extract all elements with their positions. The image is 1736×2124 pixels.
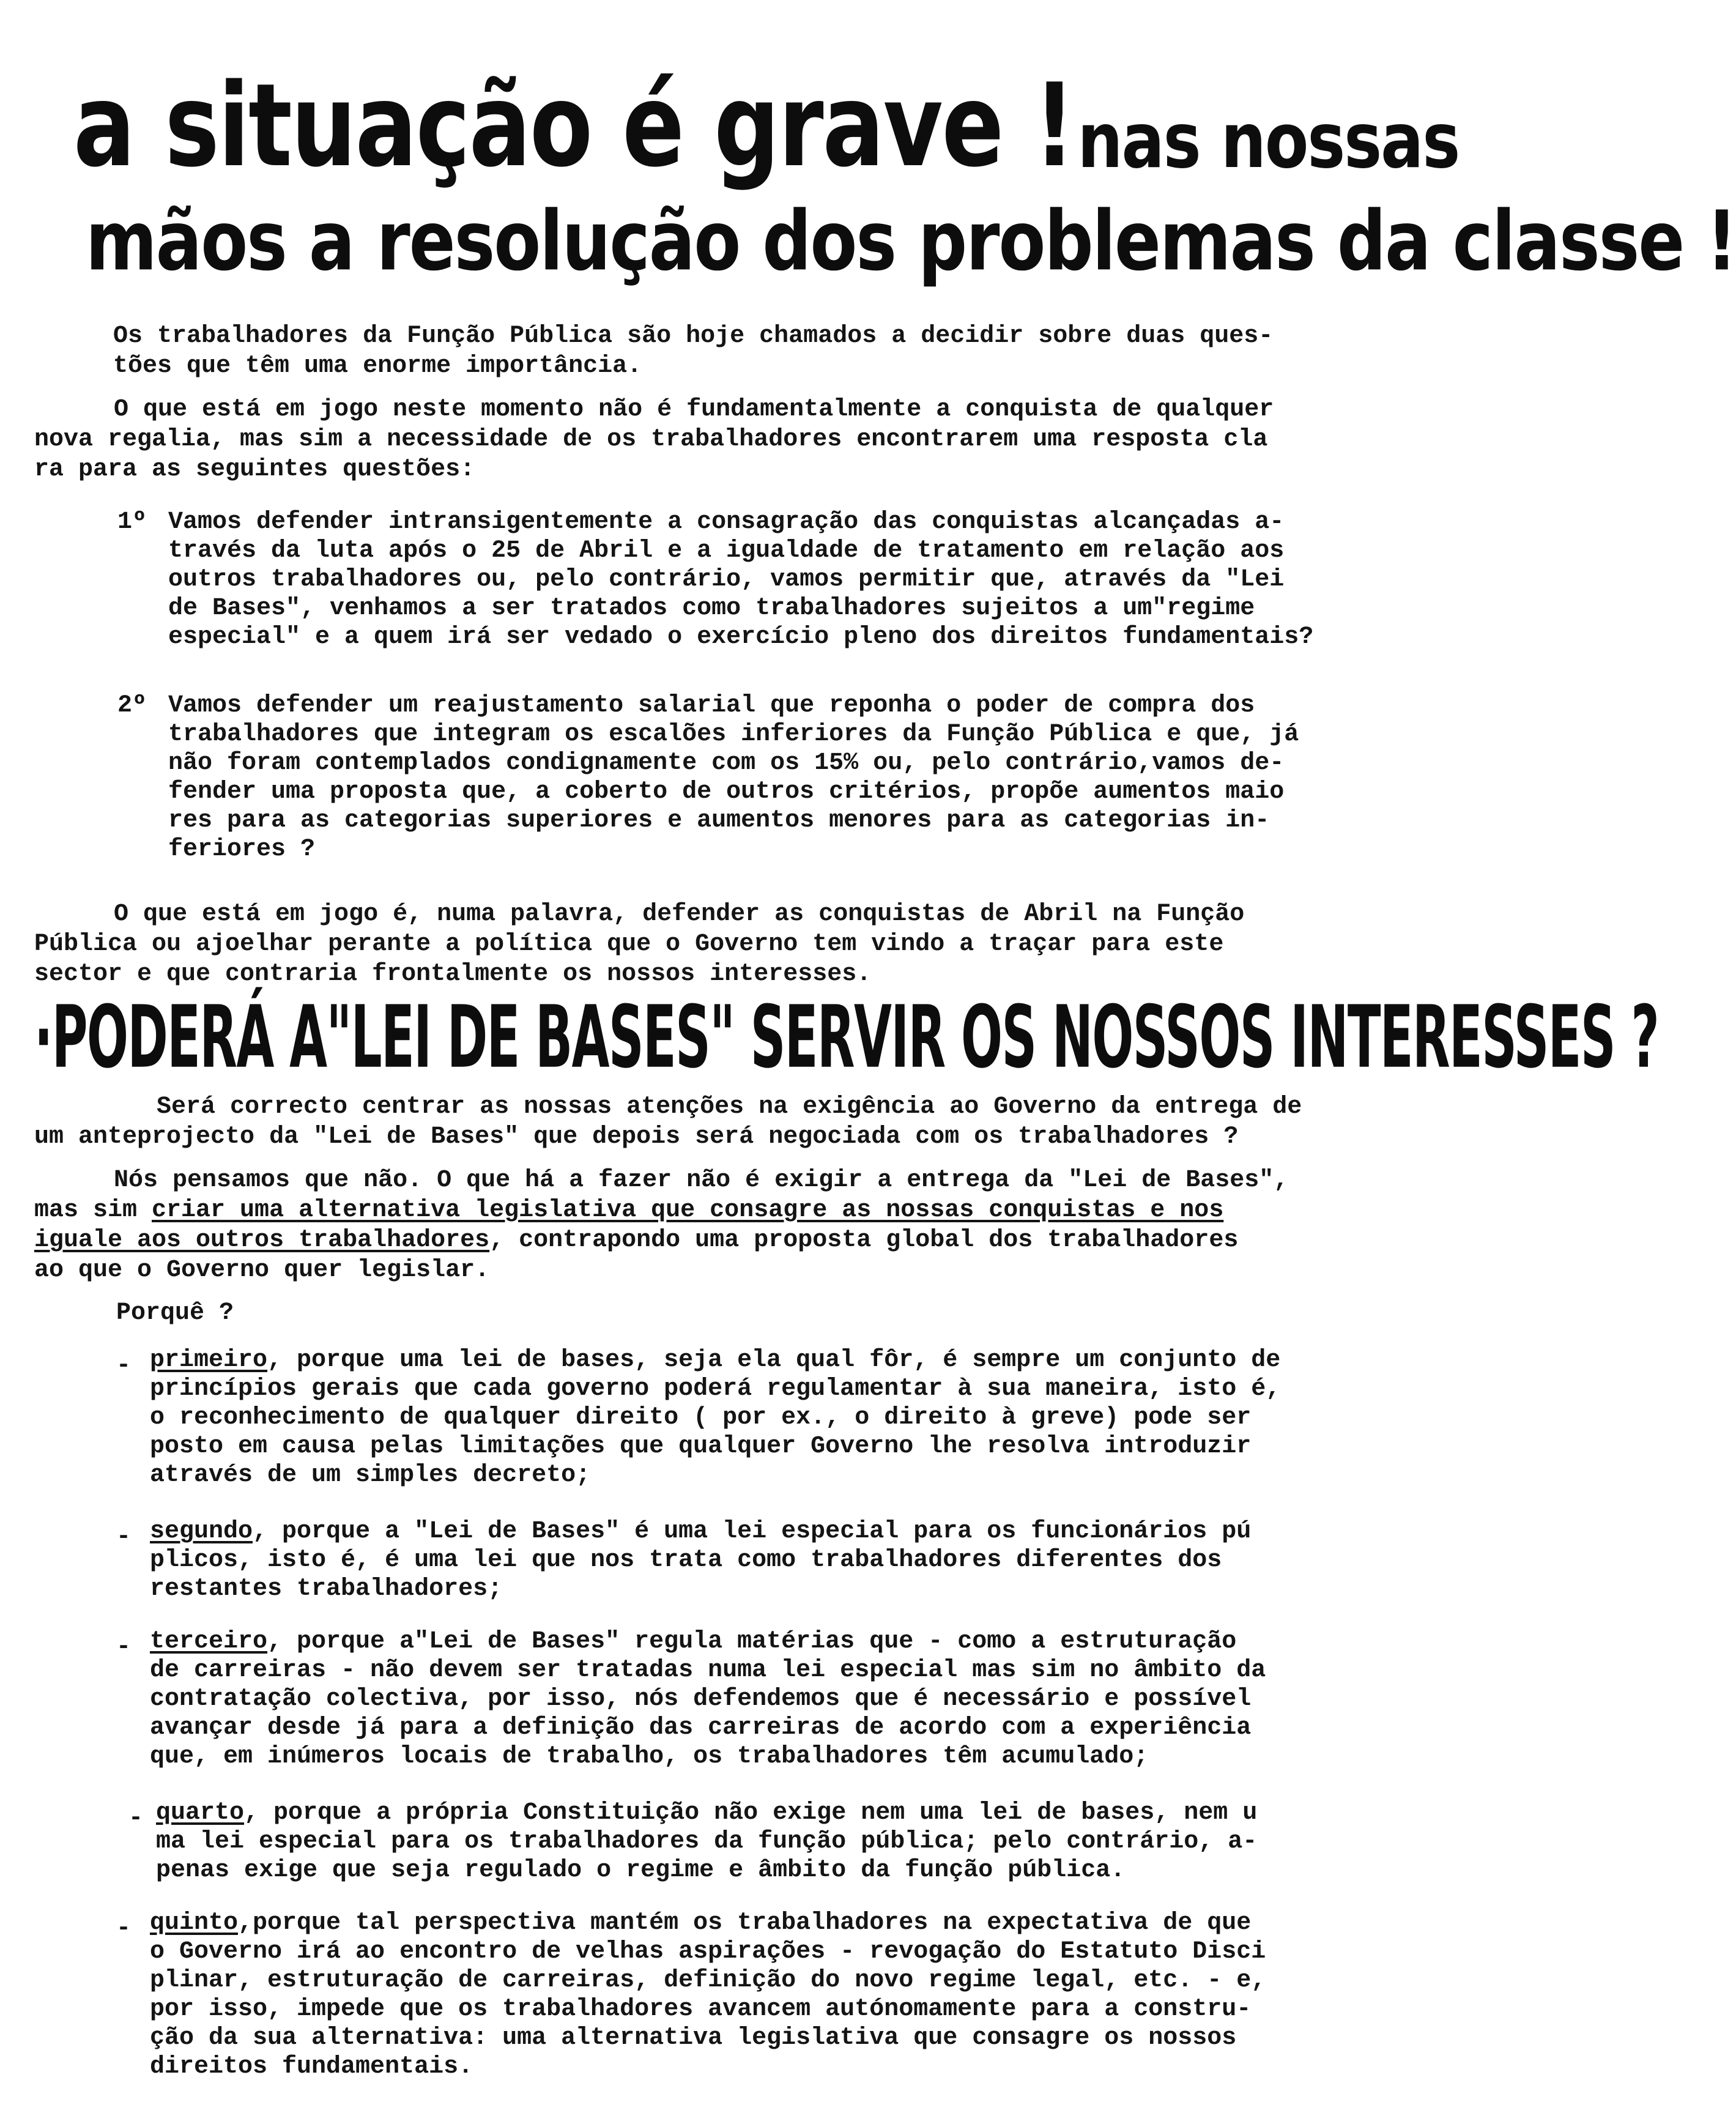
headline-line-2-text: mãos a resolução dos problemas da classe ! [86,193,1736,289]
reason-2-text: , porque a "Lei de Bases" é uma lei especial para os funcionários pú plicos, isto é, é uma lei que nos trata como trabalhadores diferentes dos restantes trabalhadores; [150,1518,1252,1603]
reason-5-key: quinto [150,1909,239,1937]
why-label: Porquê ? [116,1299,234,1327]
intro-paragraph-2 [34,395,1435,485]
headline-suffix: nas nossas [1077,95,1460,185]
reason-2-dash: - [116,1523,132,1551]
reason-3-dash: - [116,1633,132,1661]
question-2-text: Vamos defender um reajustamento salarial que reponha o poder de compra dos trabalhadores que integram os escalões inferiores da Função Pública e que, já não foram contemplados condignamente com os 15% ou, pelo contrário,vamos de- fender uma proposta que, a coberto de outros critérios, propõe aumentos maio res para as categorias superiores e aumentos menores para as categorias in- feriores ? [168,692,1299,863]
section-paragraph-1 [34,1092,1435,1152]
reason-3-key: terceiro [150,1628,268,1655]
section-paragraph-1-text: Será correcto centrar as nossas atenções na exigência ao Governo da entrega de um anteprojecto da "Lei de Bases" que depois será negociada com os trabalhadores ? [34,1093,1302,1151]
headline-line-2 [86,193,1736,289]
section-paragraph-2-a: Nós pensamos que não. O que há a fazer não é exigir a entrega da "Lei de Bases", mas sim [34,1167,1289,1224]
headline-line-1 [73,59,1460,193]
reason-2 [150,1517,1441,1603]
reason-5 [150,1909,1441,2081]
section-title: ·PODERÁ A"LEI DE BASES" SERVIR OS NOSSOS INTERESSES ? [34,988,1659,1088]
reason-5-text: ,porque tal perspectiva mantém os trabalhadores na expectativa de que o Governo irá ao encontro de velhas aspirações - revogação do Estatuto Disci plinar, estruturação de carreiras, definição do novo regime legal, etc. - e, por isso, impede que os trabalhadores avancem autónomamente para a constru- ção da sua alternativa: uma alternativa legislativa que consagre os nossos direitos fundamentais. [150,1909,1266,2081]
reason-3-text: , porque a"Lei de Bases" regula matérias que - como a estruturação de carreiras - não devem ser tratadas numa lei especial mas sim no âmbito da contratação colectiva, por isso, nós defendemos que é necessário e possível avançar desde já para a definição das carreiras de acordo com a experiência que, em inúmeros locais de trabalho, os trabalhadores têm acumulado; [150,1628,1266,1770]
section-paragraph-2-b: , contrapondo uma proposta global dos trabalhadores ao que o Governo quer legislar. [34,1227,1239,1284]
reason-4-dash: - [128,1805,144,1832]
closing-paragraph [34,899,1435,989]
reason-4 [156,1799,1441,1885]
reason-3 [150,1627,1441,1771]
question-1-text: Vamos defender intransigentemente a consagração das conquistas alcançadas a- través da luta após o 25 de Abril e a igualdade de tratamento em relação aos outros trabalhadores ou, pelo contrário, vamos permitir que, através da "Lei de Bases", venhamos a ser tratados como trabalhadores sujeitos a um"regime especial" e a quem irá ser vedado o exercício pleno dos direitos fundamentais? [168,508,1314,651]
reason-4-key: quarto [156,1799,245,1827]
reason-1-key: primeiro [150,1346,268,1374]
reason-1-text: , porque uma lei de bases, seja ela qual fôr, é sempre um conjunto de princípios gerais que cada governo poderá regulamentar à sua maneira, isto é, o reconhecimento de qualquer direito ( por ex., o direito à greve) pode ser posto em causa pelas limitações que qualquer Governo lhe resolva introduzir através de um simples decreto; [150,1346,1281,1489]
intro-paragraph-2-text: O que está em jogo neste momento não é fundamentalmente a conquista de qualquer nova regalia, mas sim a necessidade de os trabalhadores encontrarem uma resposta cla ra para as seguintes questões: [34,396,1274,483]
question-1-number: 1º [117,508,147,536]
reason-5-dash: - [116,1915,132,1942]
intro-paragraph-1: Os trabalhadores da Função Pública são hoje chamados a decidir sobre duas ques- tões que têm uma enorme importância. [113,322,1274,380]
closing-paragraph-text: O que está em jogo é, numa palavra, defender as conquistas de Abril na Função Pública ou ajoelhar perante a política que o Governo tem vindo a traçar para este sector e que contraria frontalmente os nossos interesses. [34,900,1245,988]
section-paragraph-2 [34,1165,1435,1285]
headline-main: a situação é grave ! [73,59,1074,193]
question-2-number: 2º [117,692,147,719]
reason-4-text: , porque a própria Constituição não exige nem uma lei de bases, nem u ma lei especial para os trabalhadores da função pública; pelo contrário, a- penas exige que seja regulado o regime e âmbito da função pública. [156,1799,1258,1884]
reason-1 [150,1346,1441,1490]
section-paragraph-2-underlined: criar uma alternativa legislativa que consagre as nossas conquistas e nos iguale aos outros trabalhadores [34,1197,1224,1254]
reason-2-key: segundo [150,1518,253,1545]
reason-1-dash: - [116,1352,132,1379]
